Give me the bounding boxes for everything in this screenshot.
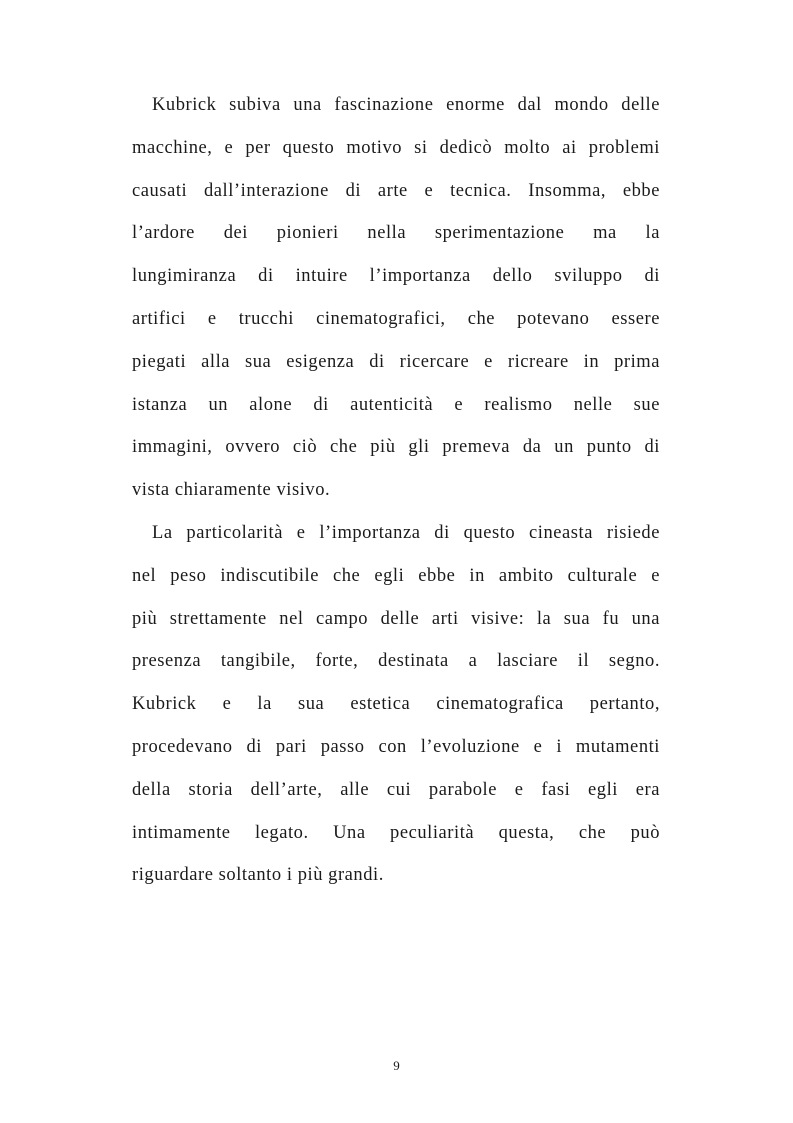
paragraph-2 <box>132 512 660 897</box>
text-line: vista chiaramente visivo. <box>132 480 331 501</box>
text-line: nel peso indiscutibile che egli ebbe in ambito culturale e <box>132 565 660 586</box>
text-line: istanza un alone di autenticità e realismo nelle sue <box>132 394 660 415</box>
text-line: della storia dell’arte, alle cui parabole e fasi egli era <box>132 779 660 800</box>
text-line: Kubrick e la sua estetica cinematografica pertanto, <box>132 694 660 715</box>
text-line: macchine, e per questo motivo si dedicò molto ai problemi <box>132 137 660 158</box>
body-text <box>132 84 660 897</box>
text-line: artifici e trucchi cinematografici, che potevano essere <box>132 308 660 329</box>
text-line: immagini, ovvero ciò che più gli premeva da un punto di <box>132 437 660 458</box>
text-line: La particolarità e l’importanza di questo cineasta risiede <box>152 522 660 543</box>
page-number: 9 <box>393 1058 400 1073</box>
text-line: causati dall’interazione di arte e tecnica. Insomma, ebbe <box>132 180 660 201</box>
text-line: riguardare soltanto i più grandi. <box>132 865 384 886</box>
text-line: più strettamente nel campo delle arti visive: la sua fu una <box>132 608 660 629</box>
text-line: piegati alla sua esigenza di ricercare e ricreare in prima <box>132 351 660 372</box>
text-line: Kubrick subiva una fascinazione enorme dal mondo delle <box>152 95 660 115</box>
paragraph-1 <box>132 84 660 512</box>
text-line: presenza tangibile, forte, destinata a lasciare il segno. <box>132 651 660 672</box>
text-line: procedevano di pari passo con l’evoluzione e i mutamenti <box>132 736 660 757</box>
text-line: intimamente legato. Una peculiarità questa, che può <box>132 822 660 843</box>
text-line: l’ardore dei pionieri nella sperimentazione ma la <box>132 223 660 244</box>
text-line: lungimiranza di intuire l’importanza dello sviluppo di <box>132 266 660 287</box>
